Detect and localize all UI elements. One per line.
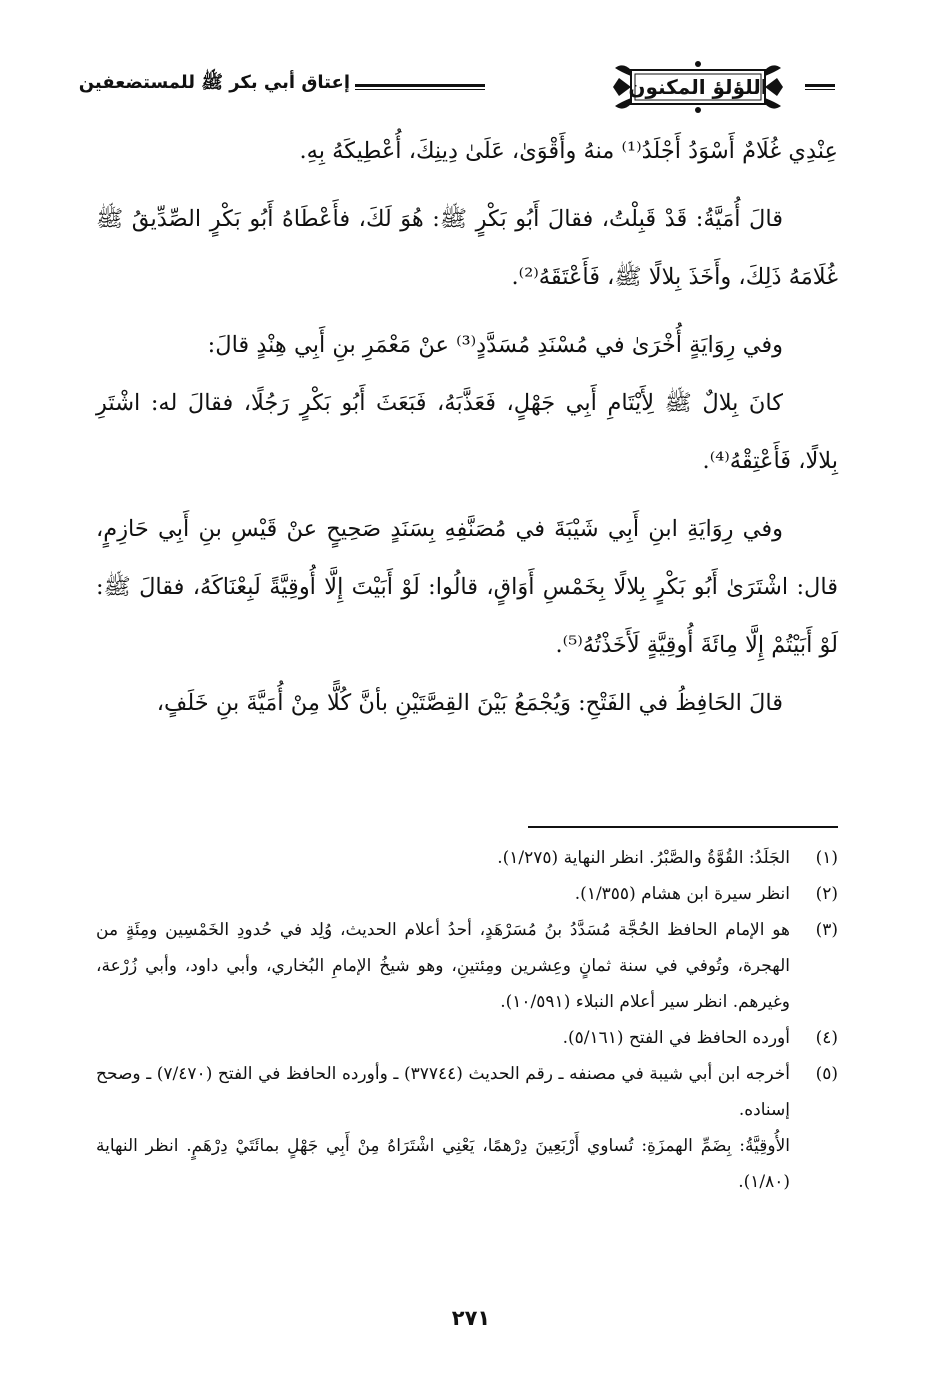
footnote-text: هو الإمام الحافظ الحُجَّة مُسَدَّدُ بنُ مُسَرْهَدٍ، أحدُ أعلام الحديث، وُلِد في حُدودِ الخَمْسِين ومِئَةٍ من الهجرة، وتُوفي في سنة ثمانٍ وعِشرين ومِئتينِ، وهو شيخُ الإمامِ البُخاري، وأبي داود، وأبي زُرْعة، وغيرهم. انظر سير أعلام النبلاء (١٠/٥٩١). [96,920,790,1012]
paragraph: قالَ أُمَيَّةُ: قَدْ قَبِلْتُ، فقالَ أَبُو بَكْرٍ ﷺ: هُوَ لَكَ، فأَعْطَاهُ أَبُو بَكْرٍ الصِّدِّيقُ ﷺ غُلَامَهُ ذَلِكَ، وأَخَذَ بِلالًا ﷺ، فَأَعْتَقَهُ⁽²⁾. [96,206,838,290]
footnote-number: (١) [815,848,838,868]
book-title-cartouche [609,58,787,116]
paragraph: كانَ بِلالٌ ﷺ لِأَيْتَامِ أَبِي جَهْلٍ، فَعَذَّبَهُ، فَبَعَثَ أَبُو بَكْرٍ رَجُلًا، فقالَ له: اشْتَرِ بِلالًا، فَأَعْتِقْهُ⁽⁴⁾. [96,390,838,474]
footnotes [96,840,838,1200]
running-header [78,58,835,118]
footnote-item [96,876,838,912]
footnote-item [96,840,838,876]
footnote-number: (٤) [815,1028,838,1048]
book-title: اللؤلؤ المكنون [628,75,768,99]
main-text [96,122,838,732]
footnote-item [96,912,838,1020]
footnote-number: (٣) [815,920,838,940]
footnote-text: أخرجه ابن أبي شيبة في مصنفه ـ رقم الحديث (٣٧٧٤٤) ـ وأورده الحافظ في الفتح (٧/٤٧٠) ـ وصحح إسناده. [96,1064,791,1120]
paragraph: قالَ الحَافِظُ في الفَتْحِ: وَيُجْمَعُ بَيْنَ القِصَّتَيْنِ بأنَّ كُلًّا مِنْ أُمَيَّةَ بنِ خَلَفٍ، [156,690,783,716]
header-rule-right [805,84,835,90]
header-rule-middle [355,84,485,90]
paragraph: عِنْدِي غُلَامٌ أَسْوَدُ أَجْلَدُ⁽¹⁾ منهُ وأَقْوَىٰ، عَلَىٰ دِينِكَ، أُعْطِيكَهُ بِهِ. [299,138,838,164]
footnote-text: انظر سيرة ابن هشام (١/٣٥٥). [574,884,790,904]
page-number: ٢٧١ [451,1306,491,1330]
paragraph: وفي رِوَايَةِ ابنِ أَبِي شَيْبَةَ في مُصَنَّفِهِ بِسَنَدٍ صَحِيحٍ عنْ قَيْسِ بنِ أَبِي حَازِمٍ، قال: اشْتَرَىٰ أَبُو بَكْرٍ بِلالًا بِخَمْسِ أَوَاقٍ، قالُوا: لَوْ أَبَيْتَ إِلَّا أُوقِيَّةً لَبِعْنَاكَهُ، فقالَ ﷺ: لَوْ أَبَيْتُمْ إِلَّا مِائَةَ أُوقِيَّةٍ لَأَخَذْتُهُ⁽⁵⁾. [96,516,838,658]
section-title: إعتاق أبي بكر ﷺ للمستضعفين [78,72,350,93]
paragraph: وفي رِوَايَةٍ أُخْرَىٰ في مُسْنَدِ مُسَدَّدٍ⁽³⁾ عنْ مَعْمَرِ بنِ أَبِي هِنْدٍ قالَ: [207,332,783,358]
footnote-number: (٥) [815,1064,838,1084]
footnote-continuation: الأُوقِيَّةُ: بِضَمِّ الهمزَةِ: تُساوي أَرْبَعِينَ دِرْهمًا، يَعْنِي اشْتَرَاهُ مِنْ أَبِي جَهْلٍ بمائَتَيْ دِرْهَمٍ. انظر النهاية (١/٨٠). [96,1136,790,1192]
footnote-text: أورده الحافظ في الفتح (٥/١٦١). [562,1028,790,1048]
footnote-separator [528,826,838,828]
footnote-item [96,1056,838,1128]
footnote-text: الجَلَدُ: القُوَّةُ والصَّبْرُ. انظر النهاية (١/٢٧٥). [497,848,790,868]
footnote-item [96,1020,838,1056]
footnote-number: (٢) [815,884,838,904]
